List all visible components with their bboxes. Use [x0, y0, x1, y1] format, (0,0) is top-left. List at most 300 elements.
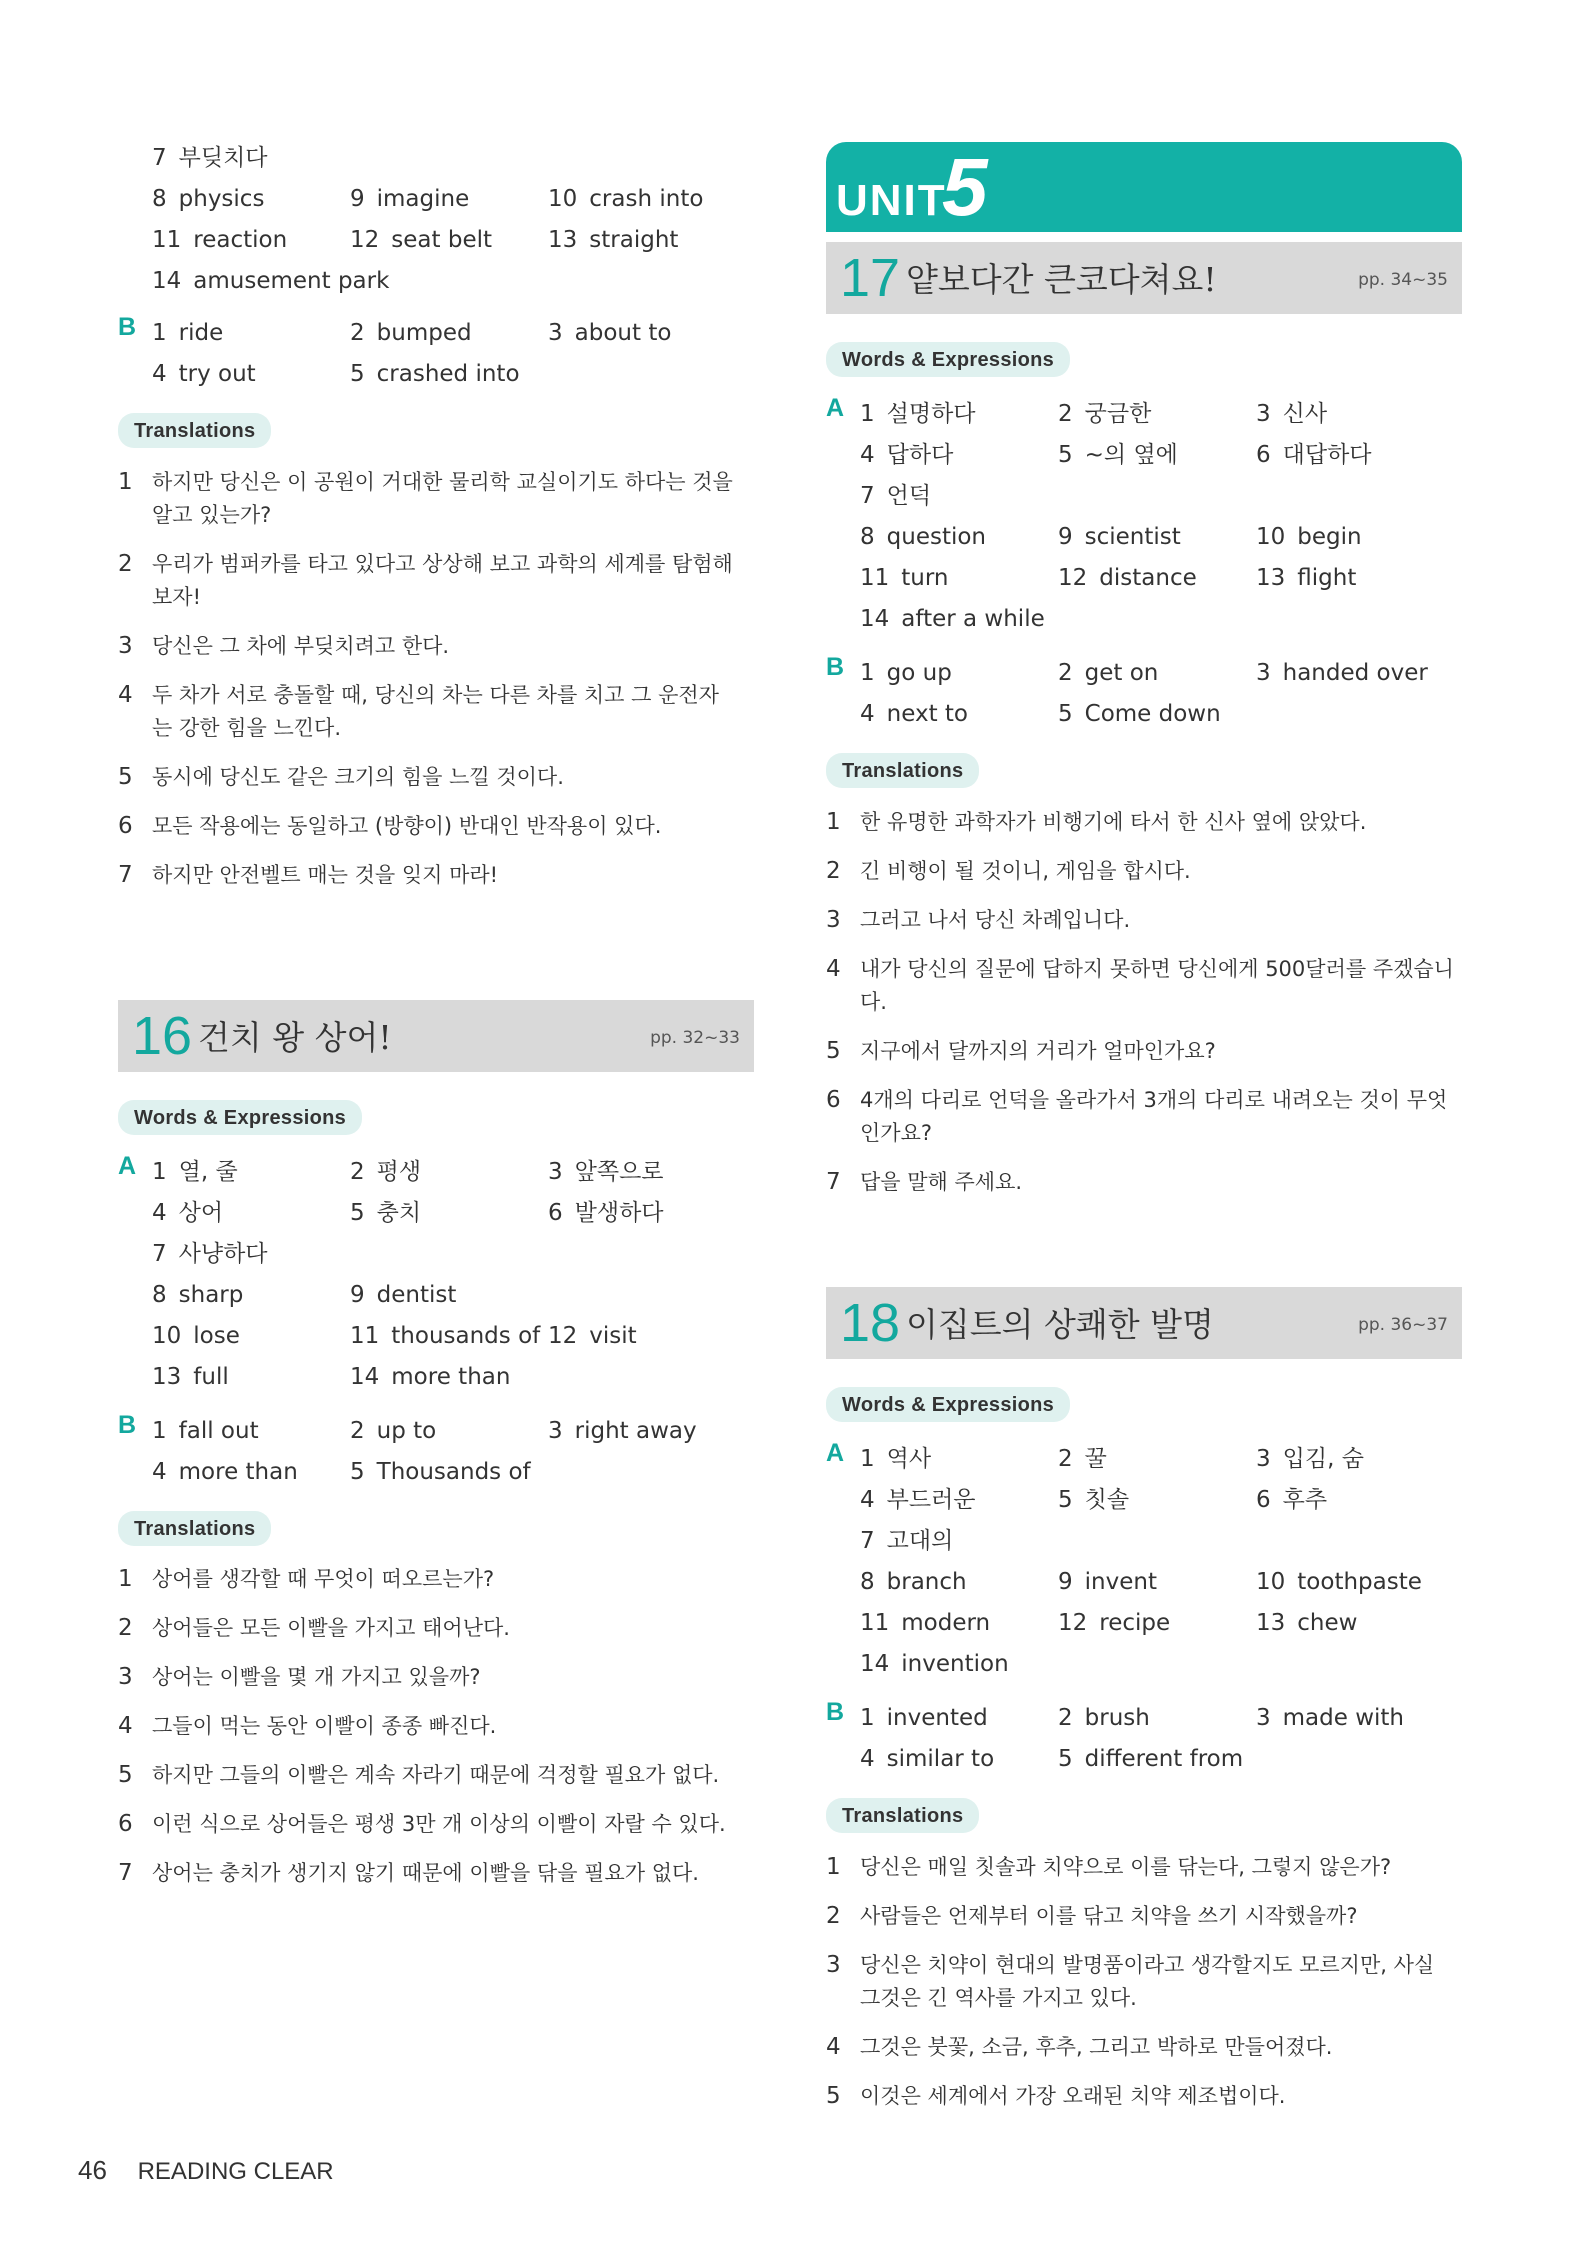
lesson-16-translations-label-wrap — [118, 1511, 758, 1546]
item-text: visit — [589, 1323, 637, 1349]
item-number: 1 — [152, 320, 167, 346]
word-item — [152, 138, 268, 179]
lesson-16-b-rows — [118, 1411, 758, 1493]
lesson-17-a-rows — [826, 394, 1466, 640]
item-number: 11 — [860, 1610, 890, 1636]
translation-text: 지구에서 달까지의 거리가 얼마인가요? — [860, 1039, 1216, 1063]
item-number: 5 — [350, 361, 365, 387]
word-row — [826, 558, 1466, 599]
translation-number: 6 — [826, 1087, 841, 1113]
translation-number: 2 — [826, 1903, 841, 1929]
item-text: dentist — [376, 1282, 457, 1308]
translation-text: 이런 식으로 상어들은 평생 3만 개 이상의 이빨이 자랄 수 있다. — [152, 1812, 726, 1836]
word-row — [118, 138, 758, 179]
word-item — [548, 313, 671, 354]
word-row — [118, 1152, 758, 1193]
translation-number: 3 — [826, 1952, 841, 1978]
item-text: ~의 옆에 — [1084, 442, 1178, 468]
translation-item — [118, 859, 738, 892]
word-row — [118, 1316, 758, 1357]
item-text: 후추 — [1282, 1487, 1328, 1513]
item-text: up to — [376, 1418, 437, 1444]
item-text: go up — [886, 660, 952, 686]
translation-item — [826, 2080, 1456, 2113]
item-text: 대답하다 — [1282, 442, 1372, 468]
item-text: begin — [1297, 524, 1362, 550]
word-row — [118, 1357, 758, 1398]
item-text: 부드러운 — [886, 1487, 976, 1513]
translation-item — [826, 1900, 1456, 1933]
item-text: 역사 — [886, 1446, 932, 1472]
word-row — [826, 517, 1466, 558]
section-letter-b: B — [118, 313, 137, 341]
translation-number: 3 — [826, 907, 841, 933]
section-letter-a: A — [826, 394, 845, 422]
translation-item — [826, 1084, 1456, 1150]
unit-header — [826, 142, 1462, 232]
translation-text: 그러고 나서 당신 차례입니다. — [860, 908, 1131, 932]
word-row — [826, 653, 1466, 694]
item-number: 6 — [548, 1200, 563, 1226]
item-number: 5 — [1058, 1746, 1073, 1772]
word-item — [860, 1603, 990, 1644]
word-item — [548, 1193, 664, 1234]
item-number: 11 — [350, 1323, 380, 1349]
translation-text: 하지만 그들의 이빨은 계속 자라기 때문에 걱정할 필요가 없다. — [152, 1763, 720, 1787]
item-text: toothpaste — [1297, 1569, 1422, 1595]
translation-item — [118, 466, 738, 532]
cont-b-rows — [118, 313, 758, 395]
item-text: 신사 — [1282, 401, 1328, 427]
item-number: 2 — [350, 1159, 365, 1185]
item-number: 9 — [350, 186, 365, 212]
item-text: fall out — [178, 1418, 259, 1444]
item-text: about to — [574, 320, 672, 346]
item-number: 2 — [1058, 660, 1073, 686]
translation-number: 1 — [118, 1566, 133, 1592]
word-row — [826, 1521, 1466, 1562]
unit-number: 5 — [942, 142, 988, 233]
word-item — [152, 1193, 223, 1234]
item-text: 상어 — [178, 1200, 224, 1226]
item-number: 4 — [860, 1746, 875, 1772]
lesson-18-section-b — [826, 1698, 1466, 1780]
item-text: turn — [901, 565, 949, 591]
item-number: 8 — [152, 186, 167, 212]
translation-number: 4 — [118, 682, 133, 708]
item-number: 5 — [350, 1459, 365, 1485]
word-row — [826, 1739, 1466, 1780]
word-item — [1256, 394, 1327, 435]
word-item — [350, 1452, 531, 1493]
item-text: full — [193, 1364, 229, 1390]
item-number: 3 — [1256, 1446, 1271, 1472]
item-number: 2 — [1058, 1705, 1073, 1731]
item-number: 4 — [860, 1487, 875, 1513]
item-number: 5 — [1058, 442, 1073, 468]
words-expressions-label: Words & Expressions — [118, 1100, 362, 1135]
word-item — [1256, 558, 1356, 599]
item-number: 5 — [350, 1200, 365, 1226]
item-number: 1 — [860, 1705, 875, 1731]
translation-text: 하지만 당신은 이 공원이 거대한 물리학 교실이기도 하다는 것을 알고 있는가? — [152, 470, 733, 527]
word-item — [1058, 1603, 1170, 1644]
item-text: 궁금한 — [1084, 401, 1152, 427]
item-text: 꿀 — [1084, 1446, 1107, 1472]
item-number: 1 — [152, 1159, 167, 1185]
item-text: 평생 — [376, 1159, 422, 1185]
word-item — [350, 1411, 436, 1452]
item-text: 충치 — [376, 1200, 422, 1226]
translation-item — [826, 2031, 1456, 2064]
item-number: 12 — [548, 1323, 578, 1349]
lesson-title: 건치 왕 상어! — [198, 1018, 392, 1057]
word-item — [860, 694, 968, 735]
item-text: thousands of — [391, 1323, 541, 1349]
word-row — [118, 1193, 758, 1234]
item-number: 13 — [1256, 1610, 1286, 1636]
item-number: 9 — [350, 1282, 365, 1308]
item-text: 칫솔 — [1084, 1487, 1130, 1513]
word-item — [1256, 1698, 1404, 1739]
word-row — [118, 179, 758, 220]
translation-number: 7 — [118, 862, 133, 888]
item-number: 12 — [1058, 1610, 1088, 1636]
item-text: 답하다 — [886, 442, 954, 468]
translation-text: 이것은 세계에서 가장 오래된 치약 제조법이다. — [860, 2084, 1286, 2108]
translation-number: 3 — [118, 1664, 133, 1690]
translation-number: 1 — [826, 1854, 841, 1880]
book-title: READING CLEAR — [137, 2158, 334, 2185]
word-row — [826, 1698, 1466, 1739]
translation-item — [826, 1949, 1456, 2015]
item-text: imagine — [376, 186, 470, 212]
item-number: 2 — [350, 320, 365, 346]
word-item — [1058, 435, 1178, 476]
lesson-pages: pp. 36~37 — [1358, 1315, 1448, 1335]
translation-text: 내가 당신의 질문에 답하지 못하면 당신에게 500달러를 주겠습니다. — [860, 957, 1454, 1014]
translation-number: 4 — [826, 956, 841, 982]
translation-item — [118, 1857, 738, 1890]
word-item — [1058, 558, 1197, 599]
word-item — [350, 354, 520, 395]
translation-text: 긴 비행이 될 것이니, 게임을 합시다. — [860, 859, 1191, 883]
lesson-pages: pp. 32~33 — [650, 1028, 740, 1048]
item-text: scientist — [1084, 524, 1181, 550]
item-number: 9 — [1058, 524, 1073, 550]
word-item — [152, 1357, 229, 1398]
translation-number: 2 — [118, 1615, 133, 1641]
item-number: 3 — [548, 1159, 563, 1185]
item-text: 언덕 — [886, 483, 932, 509]
item-text: right away — [574, 1418, 697, 1444]
translation-item — [826, 953, 1456, 1019]
item-text: Come down — [1084, 701, 1221, 727]
word-row — [826, 1480, 1466, 1521]
word-row — [118, 313, 758, 354]
item-text: invention — [901, 1651, 1009, 1677]
item-number: 8 — [860, 524, 875, 550]
word-item — [860, 653, 952, 694]
translations-label: Translations — [826, 753, 979, 788]
word-item — [548, 179, 703, 220]
item-text: modern — [901, 1610, 991, 1636]
translation-item — [826, 806, 1456, 839]
translation-item — [118, 1563, 738, 1596]
item-text: chew — [1297, 1610, 1358, 1636]
word-row — [118, 1411, 758, 1452]
lesson-16-section-b — [118, 1411, 758, 1493]
word-item — [860, 1480, 976, 1521]
item-number: 13 — [152, 1364, 182, 1390]
word-row — [826, 394, 1466, 435]
translation-item — [118, 1612, 738, 1645]
translation-number: 6 — [118, 1811, 133, 1837]
item-text: Thousands of — [376, 1459, 531, 1485]
section-letter-a: A — [826, 1439, 845, 1467]
item-number: 10 — [152, 1323, 182, 1349]
item-text: try out — [178, 361, 256, 387]
word-item — [350, 179, 469, 220]
word-item — [860, 599, 1045, 640]
lesson-title: 얕보다간 큰코다쳐요! — [906, 260, 1217, 299]
word-row — [826, 476, 1466, 517]
word-item — [350, 1316, 540, 1357]
lesson-17-section-b — [826, 653, 1466, 735]
word-row — [118, 1452, 758, 1493]
translation-number: 3 — [118, 633, 133, 659]
lesson-17-translations-label-wrap — [826, 753, 1466, 788]
word-item — [1256, 1562, 1422, 1603]
word-item — [860, 1562, 967, 1603]
item-text: ride — [178, 320, 224, 346]
word-item — [860, 394, 976, 435]
item-text: brush — [1084, 1705, 1150, 1731]
words-expressions-label: Words & Expressions — [826, 342, 1070, 377]
word-row — [118, 220, 758, 261]
item-number: 11 — [152, 227, 182, 253]
item-number: 3 — [548, 1418, 563, 1444]
item-number: 13 — [1256, 565, 1286, 591]
translations-label: Translations — [118, 413, 271, 448]
item-text: invented — [886, 1705, 988, 1731]
lesson-16-banner — [118, 1000, 754, 1072]
word-item — [1058, 653, 1158, 694]
item-number: 8 — [152, 1282, 167, 1308]
item-number: 10 — [1256, 524, 1286, 550]
word-item — [152, 261, 389, 302]
lesson-18-translations-label-wrap — [826, 1798, 1466, 1833]
translation-text: 상어는 이빨을 몇 개 가지고 있을까? — [152, 1665, 481, 1689]
item-text: 고대의 — [886, 1528, 954, 1554]
item-number: 2 — [1058, 401, 1073, 427]
item-text: 발생하다 — [574, 1200, 664, 1226]
word-item — [152, 179, 264, 220]
word-item — [1058, 1739, 1243, 1780]
word-item — [548, 220, 678, 261]
lesson-18-words-label-wrap — [826, 1387, 1466, 1422]
word-item — [152, 1152, 238, 1193]
item-text: more than — [178, 1459, 298, 1485]
item-number: 11 — [860, 565, 890, 591]
lesson-16-section-a — [118, 1152, 758, 1398]
translation-text: 그들이 먹는 동안 이빨이 종종 빠진다. — [152, 1714, 497, 1738]
translation-text: 상어는 충치가 생기지 않기 때문에 이빨을 닦을 필요가 없다. — [152, 1861, 699, 1885]
item-text: reaction — [193, 227, 288, 253]
word-item — [548, 1411, 697, 1452]
item-text: bumped — [376, 320, 472, 346]
word-item — [1058, 1562, 1157, 1603]
word-item — [152, 220, 287, 261]
lesson-number: 17 — [840, 248, 901, 308]
item-number: 4 — [152, 1200, 167, 1226]
translation-text: 동시에 당신도 같은 크기의 힘을 느낄 것이다. — [152, 765, 564, 789]
item-text: similar to — [886, 1746, 995, 1772]
item-number: 4 — [860, 701, 875, 727]
word-item — [860, 558, 949, 599]
word-item — [152, 313, 223, 354]
item-number: 3 — [1256, 660, 1271, 686]
section-letter-a: A — [118, 1152, 137, 1180]
item-text: 열, 줄 — [178, 1159, 238, 1185]
word-item — [860, 1521, 953, 1562]
translation-item — [826, 1166, 1456, 1199]
item-number: 2 — [350, 1418, 365, 1444]
item-number: 1 — [860, 401, 875, 427]
item-number: 12 — [1058, 565, 1088, 591]
item-number: 5 — [1058, 1487, 1073, 1513]
translation-item — [118, 810, 738, 843]
section-letter-b: B — [826, 653, 845, 681]
word-item — [860, 476, 931, 517]
translation-number: 5 — [118, 764, 133, 790]
item-number: 1 — [860, 660, 875, 686]
word-item — [1058, 694, 1221, 735]
word-row — [826, 599, 1466, 640]
lesson-18-section-a — [826, 1439, 1466, 1685]
item-text: amusement park — [193, 268, 390, 294]
word-item — [860, 435, 953, 476]
translation-number: 5 — [826, 1038, 841, 1064]
item-text: after a while — [901, 606, 1045, 632]
word-item — [1058, 1698, 1150, 1739]
translation-item — [118, 1808, 738, 1841]
word-item — [152, 354, 256, 395]
translation-number: 1 — [118, 469, 133, 495]
page-number: 46 — [78, 2155, 107, 2185]
translation-text: 답을 말해 주세요. — [860, 1170, 1023, 1194]
cont-translations-list — [118, 466, 738, 908]
translation-number: 4 — [826, 2034, 841, 2060]
words-expressions-label: Words & Expressions — [826, 1387, 1070, 1422]
lesson-17-translations-list — [826, 806, 1456, 1215]
item-number: 10 — [1256, 1569, 1286, 1595]
item-number: 10 — [548, 186, 578, 212]
item-number: 13 — [548, 227, 578, 253]
word-item — [350, 1152, 421, 1193]
word-row — [826, 1603, 1466, 1644]
lesson-17-banner — [826, 242, 1462, 314]
lesson-18-banner — [826, 1287, 1462, 1359]
word-item — [1256, 653, 1428, 694]
item-number: 4 — [860, 442, 875, 468]
lesson-number: 16 — [132, 1006, 193, 1066]
word-row — [118, 354, 758, 395]
word-item — [548, 1152, 664, 1193]
item-text: next to — [886, 701, 968, 727]
page-footer — [78, 2155, 334, 2186]
translation-item — [118, 1661, 738, 1694]
item-number: 4 — [152, 1459, 167, 1485]
item-number: 14 — [350, 1364, 380, 1390]
translations-label: Translations — [826, 1798, 979, 1833]
lesson-18-a-rows — [826, 1439, 1466, 1685]
translation-text: 상어를 생각할 때 무엇이 떠오르는가? — [152, 1567, 495, 1591]
translation-number: 7 — [118, 1860, 133, 1886]
item-text: crashed into — [376, 361, 520, 387]
translation-number: 2 — [826, 858, 841, 884]
word-row — [826, 1562, 1466, 1603]
item-text: straight — [589, 227, 679, 253]
word-item — [1058, 1480, 1129, 1521]
translation-text: 4개의 다리로 언덕을 올라가서 3개의 다리로 내려오는 것이 무엇인가요? — [860, 1088, 1448, 1145]
word-item — [350, 313, 472, 354]
word-item — [860, 1439, 931, 1480]
item-number: 3 — [548, 320, 563, 346]
translation-item — [118, 1759, 738, 1792]
lesson-18-translations-list — [826, 1851, 1456, 2129]
translation-number: 1 — [826, 809, 841, 835]
item-number: 12 — [350, 227, 380, 253]
word-row — [826, 1439, 1466, 1480]
lesson-17-b-rows — [826, 653, 1466, 735]
word-row — [826, 1644, 1466, 1685]
translation-number: 2 — [118, 551, 133, 577]
word-item — [1256, 435, 1372, 476]
word-item — [152, 1234, 268, 1275]
word-item — [350, 1275, 456, 1316]
translation-text: 당신은 그 차에 부딪치려고 한다. — [152, 634, 450, 658]
item-number: 7 — [860, 483, 875, 509]
translation-text: 상어들은 모든 이빨을 가지고 태어난다. — [152, 1616, 510, 1640]
word-row — [118, 1275, 758, 1316]
item-text: recipe — [1099, 1610, 1171, 1636]
item-text: physics — [178, 186, 265, 212]
item-number: 4 — [152, 361, 167, 387]
item-number: 1 — [152, 1418, 167, 1444]
lesson-pages: pp. 34~35 — [1358, 270, 1448, 290]
word-item — [1058, 394, 1151, 435]
section-letter-b: B — [826, 1698, 845, 1726]
word-item — [860, 1644, 1009, 1685]
item-text: made with — [1282, 1705, 1404, 1731]
cont-words-list — [118, 138, 758, 302]
item-number: 7 — [152, 145, 167, 171]
word-row — [118, 261, 758, 302]
word-row — [826, 694, 1466, 735]
word-row — [826, 435, 1466, 476]
item-text: 앞쪽으로 — [574, 1159, 664, 1185]
translation-item — [826, 855, 1456, 888]
cont-translations-label-wrap — [118, 413, 758, 448]
cont-section-b — [118, 313, 758, 395]
lesson-17-words-label-wrap — [826, 342, 1466, 377]
item-number: 2 — [1058, 1446, 1073, 1472]
item-text: more than — [391, 1364, 511, 1390]
item-number: 14 — [860, 1651, 890, 1677]
translation-text: 하지만 안전벨트 매는 것을 잊지 마라! — [152, 863, 499, 887]
item-text: distance — [1099, 565, 1197, 591]
